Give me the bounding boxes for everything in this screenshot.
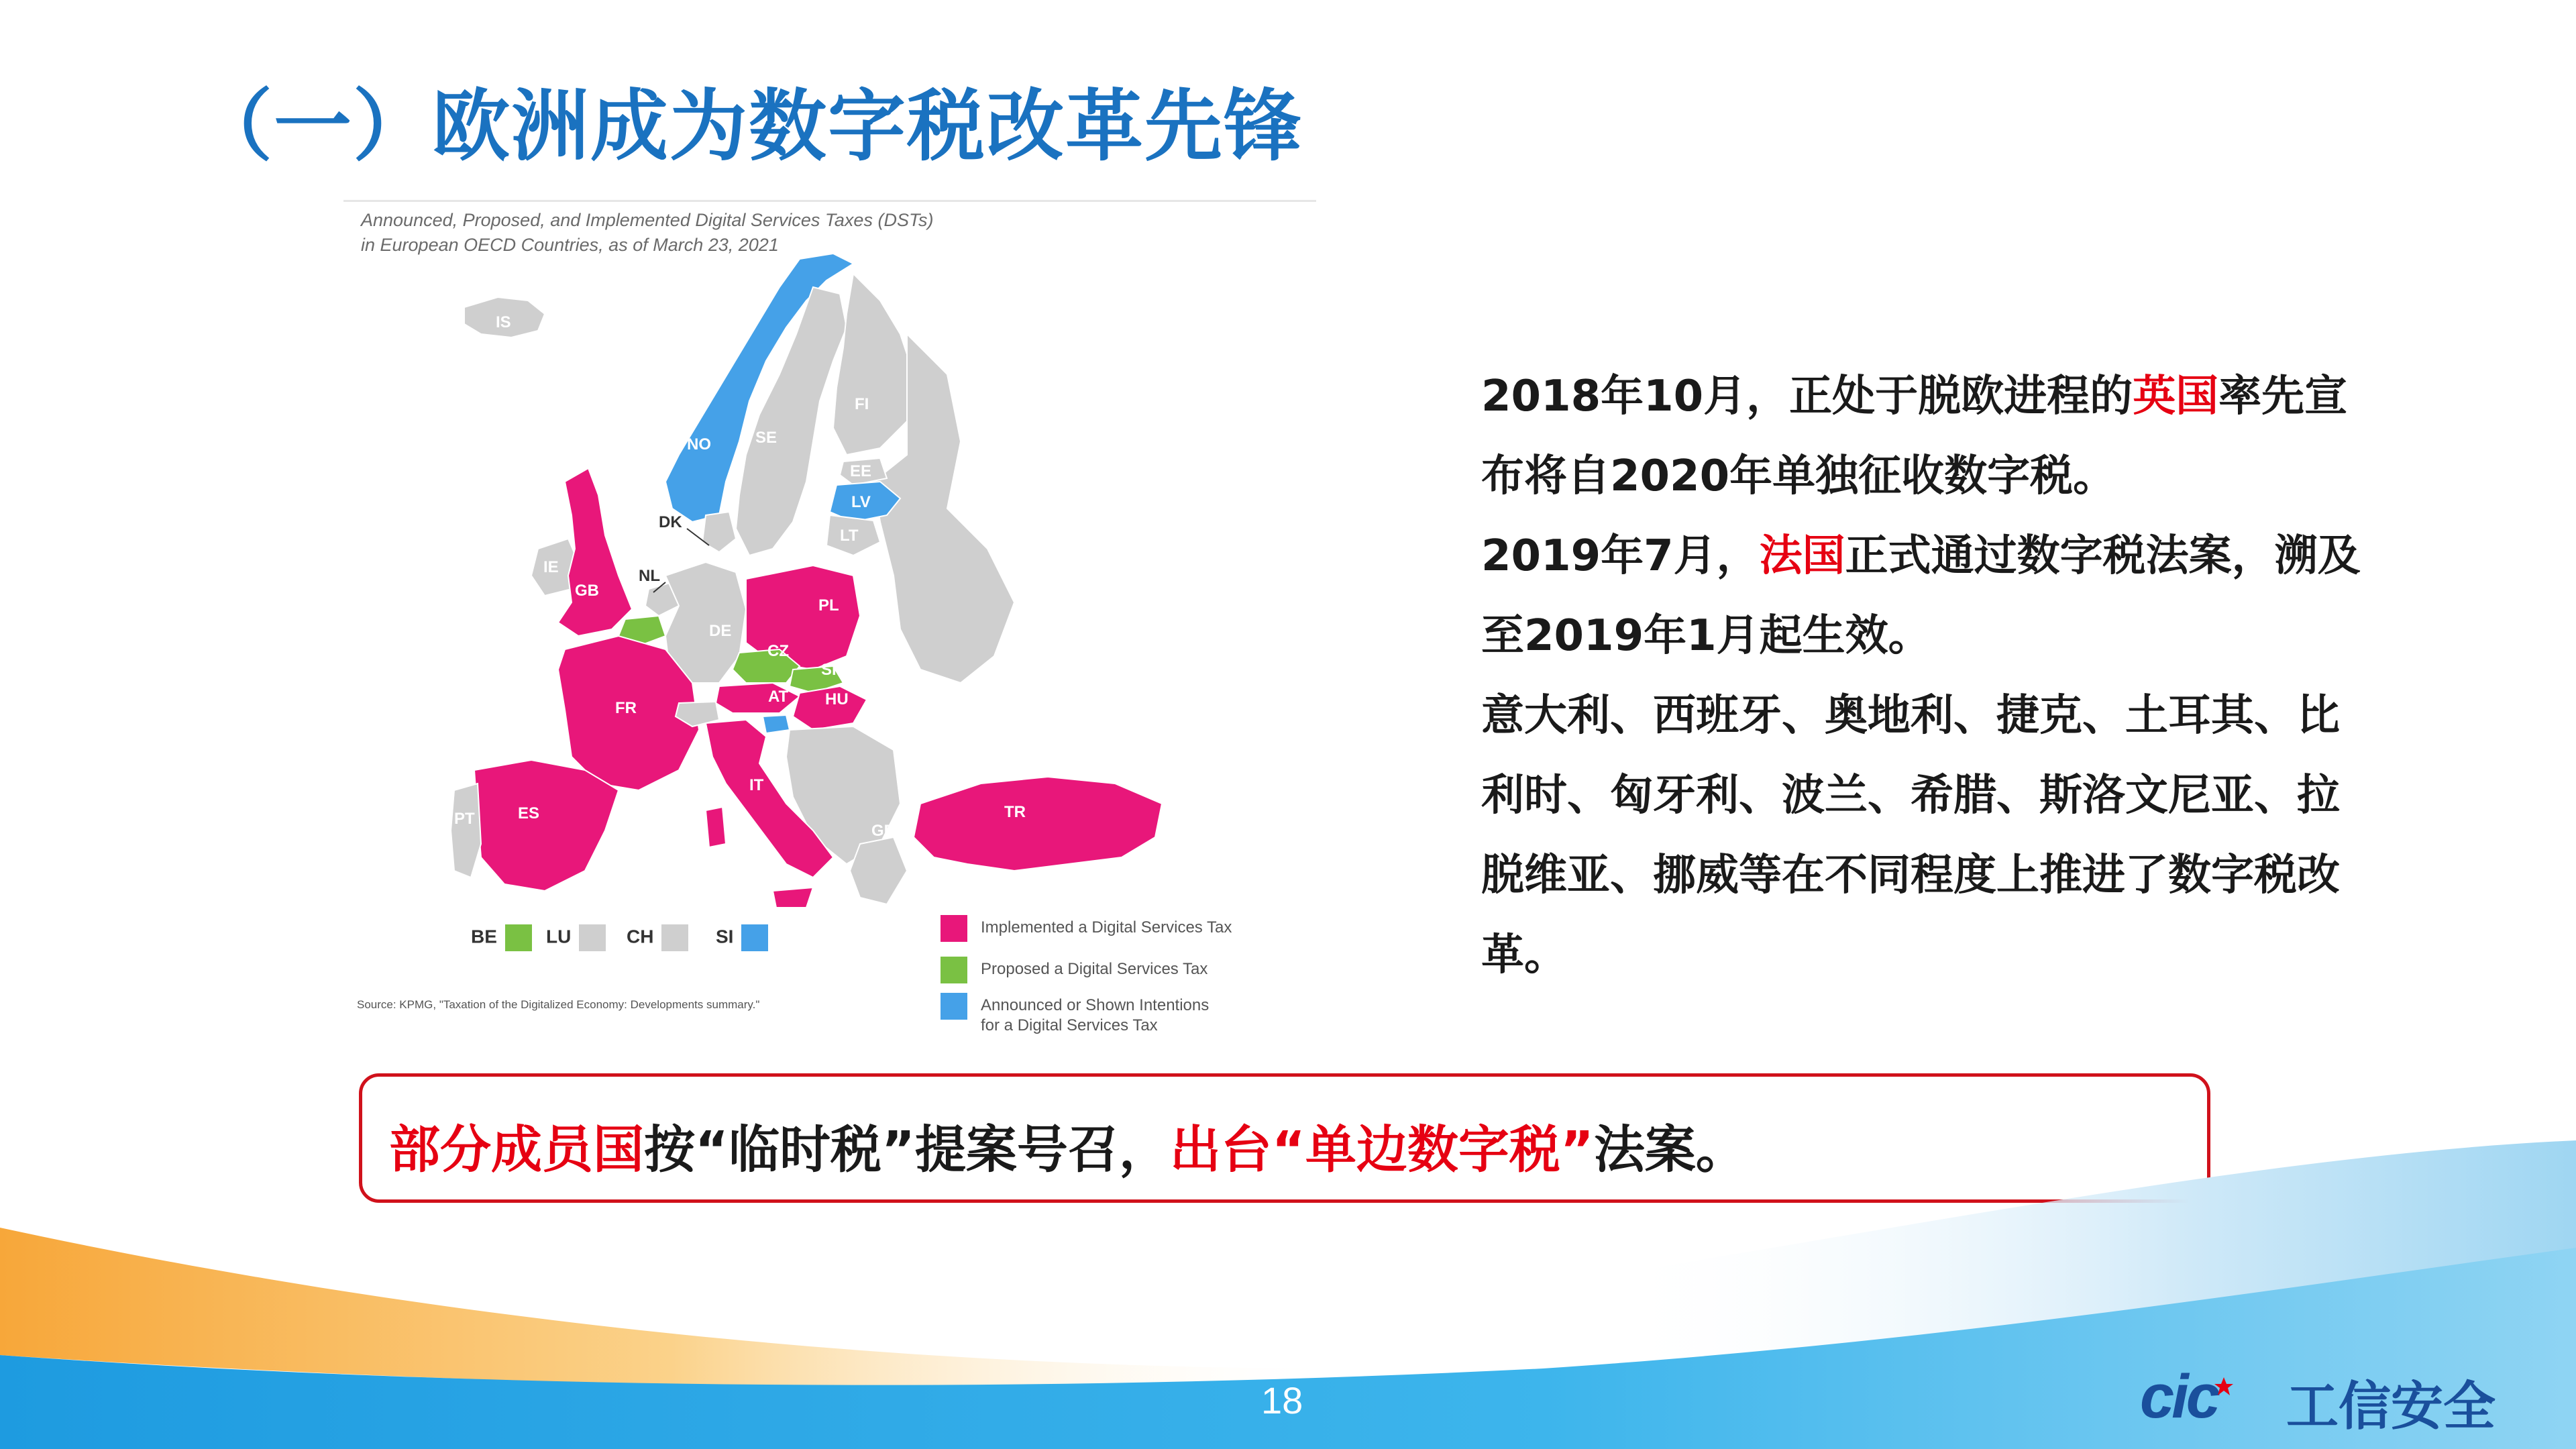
legend-announced-swatch: [941, 993, 967, 1020]
paragraph-uk-post: 率先宣布将自2020年单独征收数字税。: [1481, 372, 2348, 501]
paragraph-uk-highlight: 英国: [2133, 372, 2219, 421]
label-LT: LT: [840, 527, 859, 545]
label-NO: NO: [687, 435, 711, 453]
slide-title: （一）欧洲成为数字税改革先锋: [195, 81, 1303, 172]
body-text: [1387, 357, 2380, 996]
label-NL: NL: [639, 567, 660, 585]
label-DE: DE: [709, 622, 732, 640]
legend-si-label: SI: [716, 926, 734, 947]
paragraph-others: 意大利、西班牙、奥地利、捷克、土耳其、比利时、匈牙利、波兰、希腊、斯洛文尼亚、拉脱维亚、挪威等在不同程度上推进了数字税改革。: [1481, 691, 2340, 980]
legend-ch-label: CH: [627, 926, 654, 947]
map-caption-line-1: Announced, Proposed, and Implemented Digital Services Taxes (DSTs): [361, 210, 934, 230]
legend-implemented-label: Implemented a Digital Services Tax: [981, 918, 1232, 936]
legend-be-label: BE: [471, 926, 497, 947]
country-DK: [702, 512, 736, 552]
label-SK: SK: [821, 661, 844, 679]
country-PT: [451, 784, 481, 877]
label-LV: LV: [851, 493, 871, 511]
label-PL: PL: [818, 596, 839, 614]
paragraph-france-pre: 2019年7月，: [1481, 531, 1760, 581]
callout-red-2: 出台“单边数字税”: [1169, 1120, 1594, 1179]
logo-text: 工信安全: [2286, 1377, 2496, 1437]
country-IT-sardinia: [706, 807, 726, 847]
label-IT: IT: [749, 776, 764, 794]
legend-be-swatch: [505, 924, 532, 951]
callout-red-1: 部分成员国: [389, 1120, 644, 1179]
label-SE: SE: [755, 429, 777, 447]
paragraph-france-highlight: 法国: [1759, 531, 1845, 581]
map-caption-line-2: in European OECD Countries, as of March 23, 2021: [361, 235, 779, 255]
label-TR: TR: [1004, 803, 1026, 821]
paragraph-uk: [1387, 357, 2380, 517]
label-DK: DK: [659, 513, 682, 531]
country-TR: [914, 777, 1162, 871]
map-source: Source: KPMG, "Taxation of the Digitalized Economy: Developments summary.": [357, 998, 760, 1011]
legend-si-swatch: [741, 924, 768, 951]
label-AT: AT: [768, 688, 789, 706]
country-GR: [850, 837, 907, 904]
label-FI: FI: [855, 395, 869, 413]
legend-ch: [627, 924, 688, 951]
paragraph-france-post: 正式通过数字税法案，溯及至2019年1月起生效。: [1481, 531, 2361, 661]
label-GR: GR: [871, 822, 896, 840]
legend-announced-line-1: Announced or Shown Intentions: [981, 996, 1210, 1014]
country-FI: [833, 274, 914, 455]
label-CZ: CZ: [767, 642, 789, 660]
label-IS: IS: [496, 313, 511, 331]
map-graphic: [343, 200, 1316, 1038]
label-HU: HU: [825, 690, 849, 708]
logo-mark: cic: [2140, 1362, 2218, 1431]
label-IE: IE: [543, 558, 559, 576]
legend-implemented-swatch: [941, 915, 967, 942]
label-EE: EE: [850, 462, 872, 480]
legend-be: [471, 924, 532, 951]
legend-ch-swatch: [661, 924, 688, 951]
logo-star-icon: [2214, 1377, 2234, 1397]
country-SI: [763, 715, 790, 733]
legend-proposed-label: Proposed a Digital Services Tax: [981, 960, 1208, 978]
wave-orange: [0, 1228, 1342, 1391]
legend-proposed-swatch: [941, 957, 967, 983]
legend-announced-label: [981, 996, 1209, 1036]
country-IT-sicily: [773, 888, 813, 908]
legend-lu-swatch: [579, 924, 606, 951]
europe-dst-map: [343, 200, 1316, 1038]
legend-si: [716, 924, 768, 951]
page-number: 18: [1261, 1379, 1303, 1421]
legend-lu-label: LU: [546, 926, 572, 947]
label-PT: PT: [454, 810, 475, 828]
paragraph-uk-pre: 2018年10月，正处于脱欧进程的: [1481, 372, 2133, 421]
legend-announced-line-2: for a Digital Services Tax: [981, 1016, 1158, 1034]
label-ES: ES: [518, 804, 540, 822]
label-GB: GB: [575, 582, 599, 600]
paragraph-france: [1387, 517, 2380, 676]
label-FR: FR: [615, 699, 637, 717]
country-ES: [474, 760, 619, 891]
callout-black-1: 按“临时税”提案号召，: [644, 1120, 1170, 1179]
legend-lu: [546, 924, 606, 951]
callout-black-2: 法案。: [1593, 1120, 1747, 1179]
